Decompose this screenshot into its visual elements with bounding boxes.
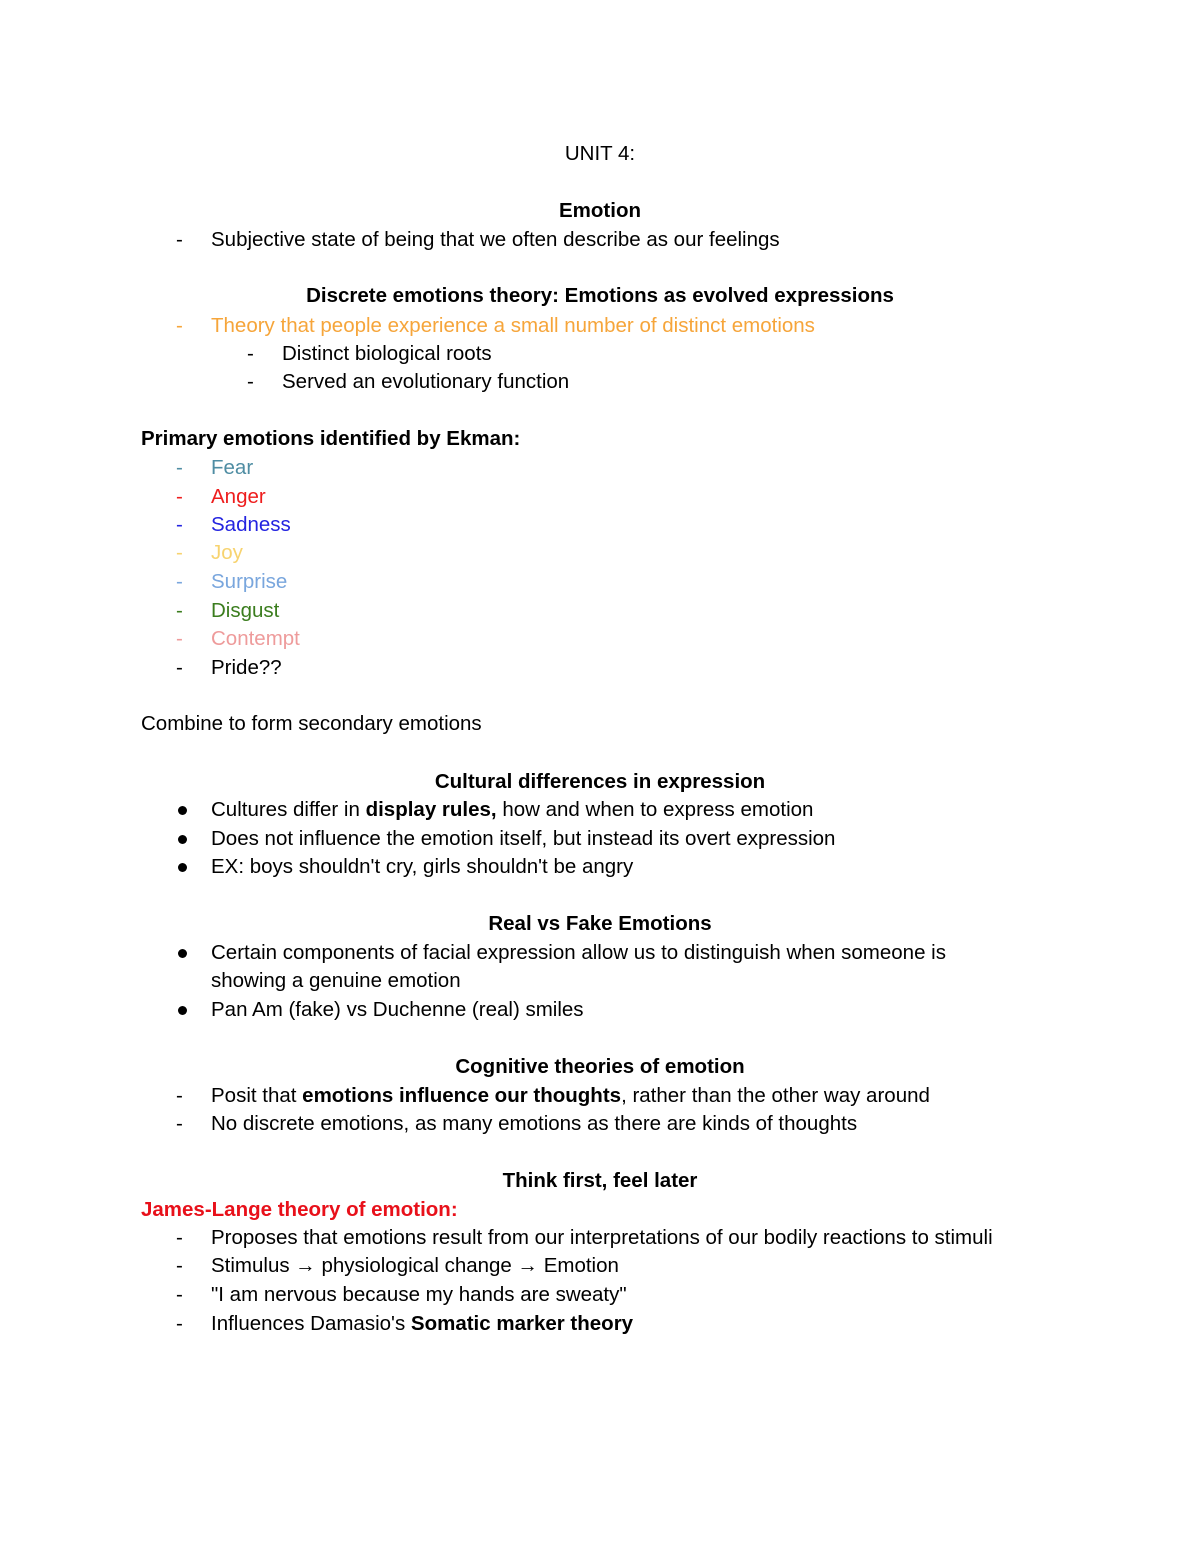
discrete-theory-item: Theory that people experience a small number of distinct emotions bbox=[211, 314, 815, 337]
dash-marker: - bbox=[176, 627, 183, 650]
heading-real-vs-fake: Real vs Fake Emotions bbox=[488, 912, 712, 935]
james-lange-item: Stimulus → physiological change → Emotion bbox=[211, 1254, 619, 1277]
bullet-icon bbox=[178, 863, 187, 872]
realfake-item: Pan Am (fake) vs Duchenne (real) smiles bbox=[211, 998, 584, 1021]
bullet-icon bbox=[178, 806, 187, 815]
heading-emotion: Emotion bbox=[559, 199, 641, 222]
unit-title: UNIT 4: bbox=[564, 142, 636, 165]
heading-james-lange: James-Lange theory of emotion: bbox=[141, 1198, 458, 1221]
discrete-subitem: Served an evolutionary function bbox=[282, 370, 570, 393]
realfake-item: Certain components of facial expression allow us to distinguish when someone is bbox=[211, 941, 946, 964]
dash-marker: - bbox=[176, 513, 183, 536]
emotion-item-disgust: Disgust bbox=[211, 599, 280, 622]
emotion-item-pride: Pride?? bbox=[211, 656, 282, 679]
emotion-item-sadness: Sadness bbox=[211, 513, 291, 536]
dash-marker: - bbox=[247, 370, 254, 393]
cognitive-item: Posit that emotions influence our thoughts, rather than the other way around bbox=[211, 1084, 930, 1107]
emotion-item-anger: Anger bbox=[211, 485, 266, 508]
heading-discrete-emotions: Discrete emotions theory: Emotions as evolved expressions bbox=[306, 284, 894, 307]
james-lange-item: Proposes that emotions result from our interpretations of our bodily reactions to stimuli bbox=[211, 1226, 993, 1249]
dash-marker: - bbox=[247, 342, 254, 365]
dash-marker: - bbox=[176, 1226, 183, 1249]
dash-marker: - bbox=[176, 599, 183, 622]
bullet-icon bbox=[178, 949, 187, 958]
james-lange-item: "I am nervous because my hands are sweaty" bbox=[211, 1283, 627, 1306]
cultural-item: Cultures differ in display rules, how and when to express emotion bbox=[211, 798, 814, 821]
bullet-icon bbox=[178, 1006, 187, 1015]
discrete-subitem: Distinct biological roots bbox=[282, 342, 492, 365]
heading-primary-emotions: Primary emotions identified by Ekman: bbox=[141, 427, 521, 450]
dash-marker: - bbox=[176, 456, 183, 479]
realfake-item-continued: showing a genuine emotion bbox=[211, 969, 461, 992]
emotion-item-surprise: Surprise bbox=[211, 570, 288, 593]
cultural-item: Does not influence the emotion itself, but instead its overt expression bbox=[211, 827, 836, 850]
emotion-definition: Subjective state of being that we often describe as our feelings bbox=[211, 228, 780, 251]
heading-cultural-differences: Cultural differences in expression bbox=[434, 770, 766, 793]
emotion-item-joy: Joy bbox=[211, 541, 243, 564]
heading-cognitive-theories: Cognitive theories of emotion bbox=[455, 1055, 745, 1078]
dash-marker: - bbox=[176, 314, 183, 337]
dash-marker: - bbox=[176, 1312, 183, 1335]
dash-marker: - bbox=[176, 1084, 183, 1107]
dash-marker: - bbox=[176, 541, 183, 564]
james-lange-item: Influences Damasio's Somatic marker theory bbox=[211, 1312, 634, 1335]
dash-marker: - bbox=[176, 1283, 183, 1306]
dash-marker: - bbox=[176, 656, 183, 679]
cultural-item: EX: boys shouldn't cry, girls shouldn't be angry bbox=[211, 855, 634, 878]
dash-marker: - bbox=[176, 1254, 183, 1277]
dash-marker: - bbox=[176, 570, 183, 593]
dash-marker: - bbox=[176, 485, 183, 508]
emotion-item-fear: Fear bbox=[211, 456, 254, 479]
emotion-item-contempt: Contempt bbox=[211, 627, 300, 650]
cognitive-item: No discrete emotions, as many emotions as there are kinds of thoughts bbox=[211, 1112, 858, 1135]
dash-marker: - bbox=[176, 228, 183, 251]
combine-text: Combine to form secondary emotions bbox=[141, 712, 482, 735]
dash-marker: - bbox=[176, 1112, 183, 1135]
bullet-icon bbox=[178, 835, 187, 844]
heading-think-first: Think first, feel later bbox=[502, 1169, 698, 1192]
